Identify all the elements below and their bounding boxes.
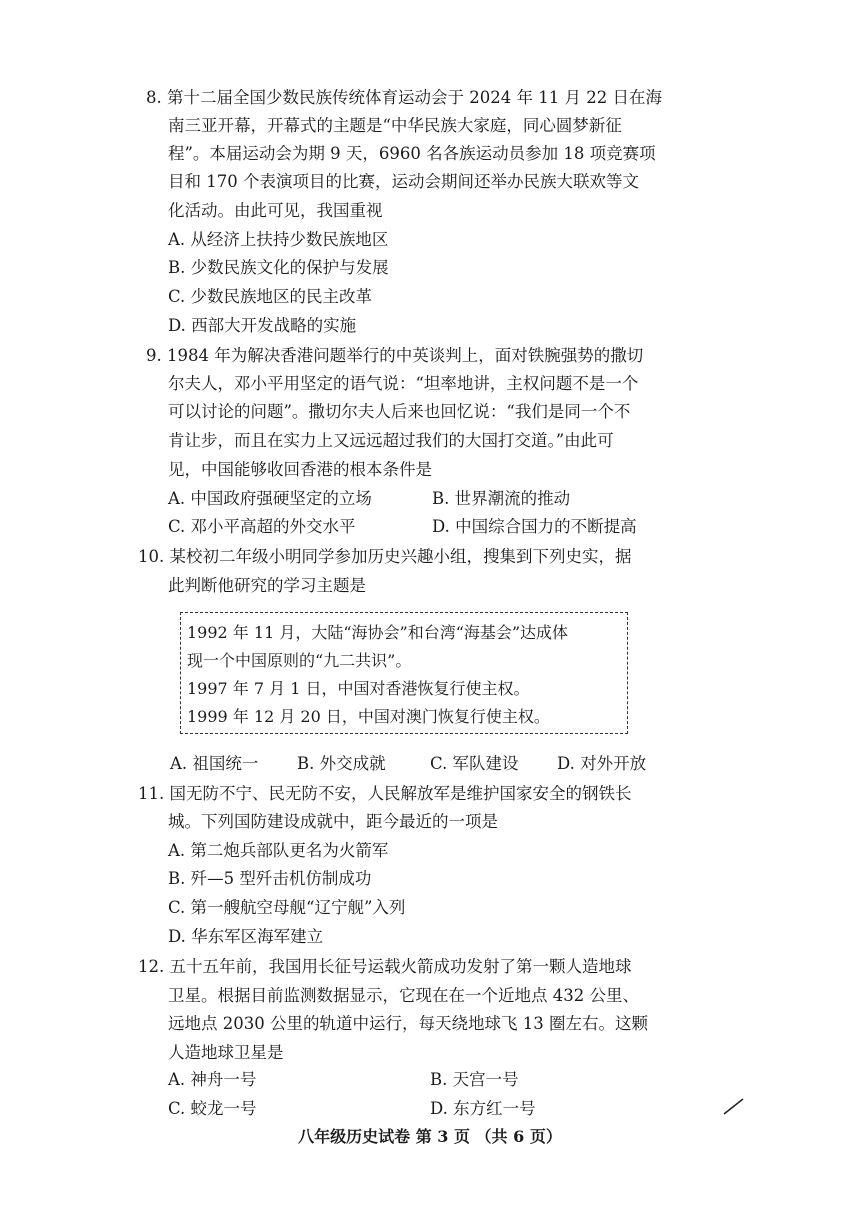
q10-option-a: A. 祖国统一 (170, 754, 259, 773)
pen-mark (722, 1096, 746, 1116)
q8-option-a: A. 从经济上扶持少数民族地区 (168, 230, 389, 249)
q9-option-b: B. 世界潮流的推动 (432, 489, 571, 508)
q9-line-5: 见，中国能够收回香港的根本条件是 (168, 460, 432, 479)
q8-line-5: 化活动。由此可见，我国重视 (168, 201, 383, 220)
q8-option-b: B. 少数民族文化的保护与发展 (168, 258, 389, 277)
q11-line-2: 城。下列国防建设成就中，距今最近的一项是 (168, 812, 498, 831)
q11-line-1: 11. 国无防不宁、民无防不安，人民解放军是维护国家安全的钢铁长 (138, 784, 632, 803)
q9-option-c: C. 邓小平高超的外交水平 (168, 517, 356, 536)
q12-option-c: C. 蛟龙一号 (168, 1099, 257, 1118)
q10-box-line-4: 1999 年 12 月 20 日，中国对澳门恢复行使主权。 (187, 707, 550, 726)
q9-option-a: A. 中国政府强硬坚定的立场 (168, 489, 372, 508)
q9-line-2: 尔夫人，邓小平用坚定的语气说：“坦率地讲，主权问题不是一个 (168, 374, 639, 393)
page-footer: 八年级历史试卷 第 3 页 （共 6 页） (298, 1127, 562, 1146)
q9-line-1: 9. 1984 年为解决香港问题举行的中英谈判上，面对铁腕强势的撒切 (146, 346, 644, 365)
q11-option-c: C. 第一艘航空母舰“辽宁舰”入列 (168, 898, 406, 917)
q8-option-c: C. 少数民族地区的民主改革 (168, 287, 373, 306)
q12-option-d: D. 东方红一号 (430, 1099, 536, 1118)
q8-option-d: D. 西部大开发战略的实施 (168, 316, 357, 335)
q9-option-d: D. 中国综合国力的不断提高 (432, 517, 637, 536)
q10-option-b: B. 外交成就 (297, 754, 386, 773)
q12-option-b: B. 天宫一号 (430, 1070, 519, 1089)
q10-box-line-1: 1992 年 11 月，大陆“海协会”和台湾“海基会”达成体 (187, 623, 569, 642)
q10-line-2: 此判断他研究的学习主题是 (168, 576, 366, 595)
q10-box-line-2: 现一个中国原则的“九二共识”。 (187, 651, 412, 670)
q12-line-1: 12. 五十五年前，我国用长征号运载火箭成功发射了第一颗人造地球 (138, 957, 632, 976)
q12-line-3: 远地点 2030 公里的轨道中运行，每天绕地球飞 13 圈左右。这颗 (168, 1014, 648, 1033)
q12-option-a: A. 神舟一号 (168, 1070, 257, 1089)
q8-line-2: 南三亚开幕，开幕式的主题是“中华民族大家庭，同心圆梦新征 (168, 116, 622, 135)
q8-line-3: 程”。本届运动会为期 9 天，6960 名各族运动员参加 18 项竞赛项 (168, 144, 656, 163)
q10-option-c: C. 军队建设 (430, 754, 519, 773)
q12-line-4: 人造地球卫星是 (168, 1043, 284, 1062)
q9-line-4: 肯让步，而且在实力上又远远超过我们的大国打交道。”由此可 (168, 431, 614, 450)
q10-option-d: D. 对外开放 (557, 754, 647, 773)
q12-line-2: 卫星。根据目前监测数据显示，它现在在一个近地点 432 公里、 (168, 986, 639, 1005)
q11-option-b: B. 歼—5 型歼击机仿制成功 (168, 869, 372, 888)
q11-option-a: A. 第二炮兵部队更名为火箭军 (168, 841, 389, 860)
q10-box-line-3: 1997 年 7 月 1 日，中国对香港恢复行使主权。 (187, 679, 530, 698)
q8-line-4: 目和 170 个表演项目的比赛，运动会期间还举办民族大联欢等文 (168, 172, 639, 191)
q9-line-3: 可以讨论的问题”。撒切尔夫人后来也回忆说：“我们是同一个不 (168, 402, 631, 421)
q10-line-1: 10. 某校初二年级小明同学参加历史兴趣小组，搜集到下列史实，据 (138, 547, 632, 566)
q11-option-d: D. 华东军区海军建立 (168, 927, 324, 946)
q8-line-1: 8. 第十二届全国少数民族传统体育运动会于 2024 年 11 月 22 日在海 (146, 88, 662, 107)
q10-source-box (180, 612, 628, 734)
